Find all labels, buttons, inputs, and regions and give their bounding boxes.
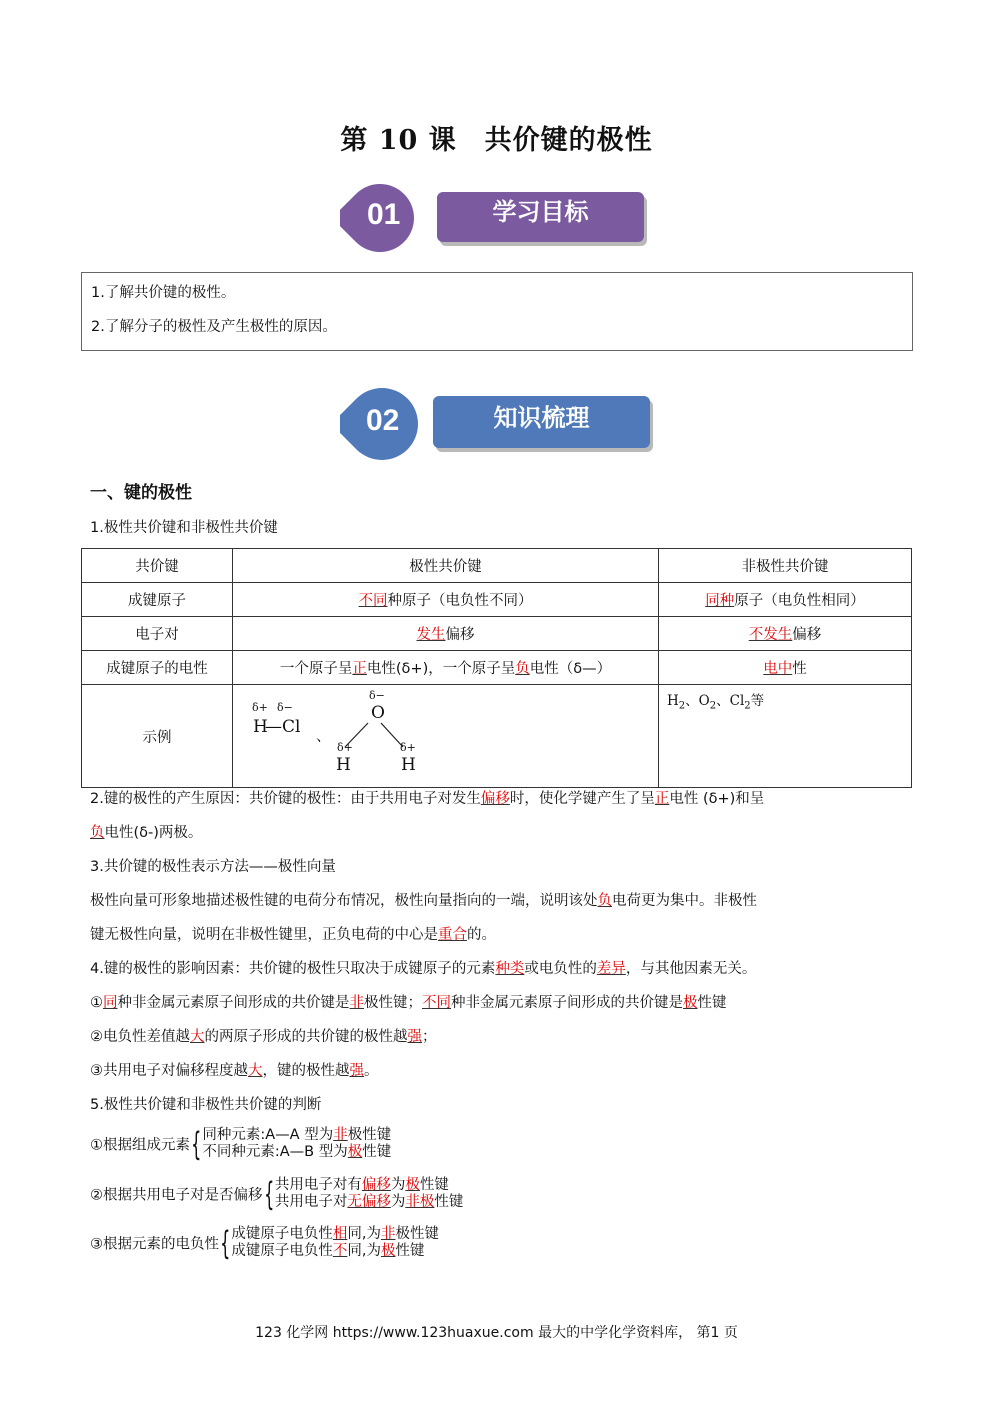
judgement-rule: ①根据组成元素{同种元素:A—A 型为非极性键 不同种元素:A—B 型为极性键 <box>90 1125 392 1163</box>
formula: H <box>667 693 679 709</box>
section-number: 02 <box>366 404 400 437</box>
table-row <box>82 685 912 788</box>
cell-text: 电性(δ+)，一个原子呈 <box>366 661 516 677</box>
fill-answer: 非极 <box>405 1194 435 1210</box>
section-badge-goals <box>340 180 650 250</box>
fill-answer: 相 <box>332 1226 348 1242</box>
bond-comparison-table <box>81 548 912 788</box>
judgement-rule: ②根据共用电子对是否偏移{共用电子对有偏移为极性键 共用电子对无偏移为非极性键 <box>90 1175 464 1213</box>
fill-answer: 负 <box>515 661 530 677</box>
paragraph: 负电性(δ-)两极。 <box>90 825 203 841</box>
table-header: 极性共价键 <box>233 549 659 583</box>
goal-item: 1.了解共价键的极性。 <box>91 285 236 301</box>
cell-text: 等 <box>750 693 765 709</box>
delta-label: δ− <box>369 689 385 702</box>
fill-answer: 负 <box>597 893 612 909</box>
fill-answer: 差异 <box>596 961 626 977</box>
fill-answer: 不同 <box>358 593 388 609</box>
atom-label: H <box>336 755 351 775</box>
section-label: 学习目标 <box>437 192 644 242</box>
table-cell <box>233 617 659 651</box>
atom-label: H <box>401 755 416 775</box>
section-number: 01 <box>367 198 401 231</box>
fill-answer: 正 <box>654 791 670 807</box>
fill-answer: 强 <box>407 1029 422 1045</box>
table-cell <box>233 583 659 617</box>
paragraph: 4.键的极性的影响因素：共价键的极性只取决于成键原子的元素种类或电负性的差异，与其他因素无关。 <box>90 961 757 977</box>
cell-text: 种原子（电负性不同） <box>387 593 533 609</box>
fill-answer: 强 <box>349 1063 364 1079</box>
paragraph: ①同种非金属元素原子间形成的共价键是非极性键；不同种非金属元素原子间形成的共价键是极性键 <box>90 995 727 1011</box>
fill-answer: 偏移 <box>361 1177 391 1193</box>
fill-answer: 重合 <box>438 927 467 943</box>
table-cell <box>659 651 912 685</box>
fill-answer: 无偏移 <box>347 1194 391 1210</box>
goals-box <box>81 272 913 351</box>
separator: 、 <box>316 729 331 745</box>
heading-bond-polarity: 一、键的极性 <box>90 483 192 503</box>
bond-label: —Cl <box>265 717 301 737</box>
formula: Cl <box>729 693 745 709</box>
fill-answer: 大 <box>248 1063 263 1079</box>
table-header: 非极性共价键 <box>659 549 912 583</box>
cell-text: 一个原子呈 <box>279 661 353 677</box>
fill-answer: 种类 <box>495 961 525 977</box>
subheading: 1.极性共价键和非极性共价键 <box>90 520 278 536</box>
judgement-rule: ③根据元素的电负性{成键原子电负性相同,为非极性键 成键原子电负性不同,为极性键 <box>90 1224 439 1262</box>
fill-answer: 非 <box>380 1226 396 1242</box>
paragraph: 键无极性向量，说明在非极性键里，正负电荷的中心是重合的。 <box>90 927 496 943</box>
brace-icon: { <box>263 1175 274 1213</box>
row-label: 成键原子 <box>82 583 233 617</box>
paragraph: ③共用电子对偏移程度越大，键的极性越强。 <box>90 1063 379 1079</box>
table-cell <box>659 617 912 651</box>
page-title: 第 10 课 共价键的极性 <box>340 125 653 156</box>
fill-answer: 不发生 <box>748 627 793 643</box>
fill-answer: 非 <box>349 995 364 1011</box>
row-label: 示例 <box>82 685 233 788</box>
table-cell <box>659 583 912 617</box>
section-badge-knowledge <box>340 384 660 464</box>
row-label: 电子对 <box>82 617 233 651</box>
row-label: 成键原子的电性 <box>82 651 233 685</box>
fill-answer: 极 <box>347 1144 363 1160</box>
cell-text: 偏移 <box>792 627 822 643</box>
paragraph: 3.共价键的极性表示方法——极性向量 <box>90 859 336 875</box>
paragraph: 2.键的极性的产生原因：共价键的极性：由于共用电子对发生偏移时，使化学键产生了呈正电性 (δ+)和呈 <box>90 791 765 807</box>
page-footer: 123 化学网 https://www.123huaxue.com 最大的中学化学资料库， 第1 页 <box>255 1325 738 1341</box>
atom-label: O <box>371 703 385 723</box>
brace-icon: { <box>191 1125 202 1163</box>
fill-answer: 电中 <box>763 661 793 677</box>
fill-answer: 不同 <box>422 995 451 1011</box>
table-row <box>82 651 912 685</box>
cell-text: 电性（δ—） <box>529 661 612 677</box>
fill-answer: 同种 <box>705 593 735 609</box>
polar-example-cell <box>233 685 659 788</box>
delta-label: δ− <box>277 701 293 714</box>
table-row <box>82 583 912 617</box>
delta-label: δ+ <box>400 741 416 754</box>
fill-answer: 非 <box>333 1127 348 1143</box>
delta-label: δ+ <box>337 741 353 754</box>
cell-text: 性 <box>792 661 807 677</box>
table-row <box>82 617 912 651</box>
fill-answer: 偏移 <box>480 791 510 807</box>
fill-answer: 极 <box>683 995 698 1011</box>
section-label: 知识梳理 <box>433 396 650 448</box>
table-row <box>82 549 912 583</box>
nonpolar-example-cell <box>659 685 912 788</box>
fill-answer: 不 <box>332 1243 348 1259</box>
fill-answer: 同 <box>103 995 118 1011</box>
fill-answer: 正 <box>352 661 367 677</box>
goal-item: 2.了解分子的极性及产生极性的原因。 <box>91 319 337 335</box>
paragraph: 5.极性共价键和非极性共价键的判断 <box>90 1097 322 1113</box>
subscript: 2 <box>709 700 717 712</box>
paragraph: ②电负性差值越大的两原子形成的共价键的极性越强； <box>90 1029 437 1045</box>
paragraph: 极性向量可形象地描述极性键的电荷分布情况，极性向量指向的一端，说明该处负电荷更为集中。非极性 <box>90 893 757 909</box>
fill-answer: 极 <box>405 1177 420 1193</box>
separator: 、 <box>685 693 699 709</box>
subscript: 2 <box>678 700 686 712</box>
separator: 、 <box>716 693 730 709</box>
fill-answer: 极 <box>380 1243 396 1259</box>
subscript: 2 <box>744 700 751 712</box>
cell-text: 原子（电负性相同） <box>734 593 865 609</box>
table-cell <box>233 651 659 685</box>
brace-icon: { <box>220 1224 231 1262</box>
delta-label: δ+ <box>252 701 268 714</box>
fill-answer: 负 <box>90 825 105 841</box>
fill-answer: 发生 <box>416 627 446 643</box>
atom-label: H <box>253 717 268 737</box>
fill-answer: 大 <box>190 1029 205 1045</box>
formula: O <box>698 693 710 709</box>
cell-text: 偏移 <box>445 627 475 643</box>
table-header: 共价键 <box>82 549 233 583</box>
